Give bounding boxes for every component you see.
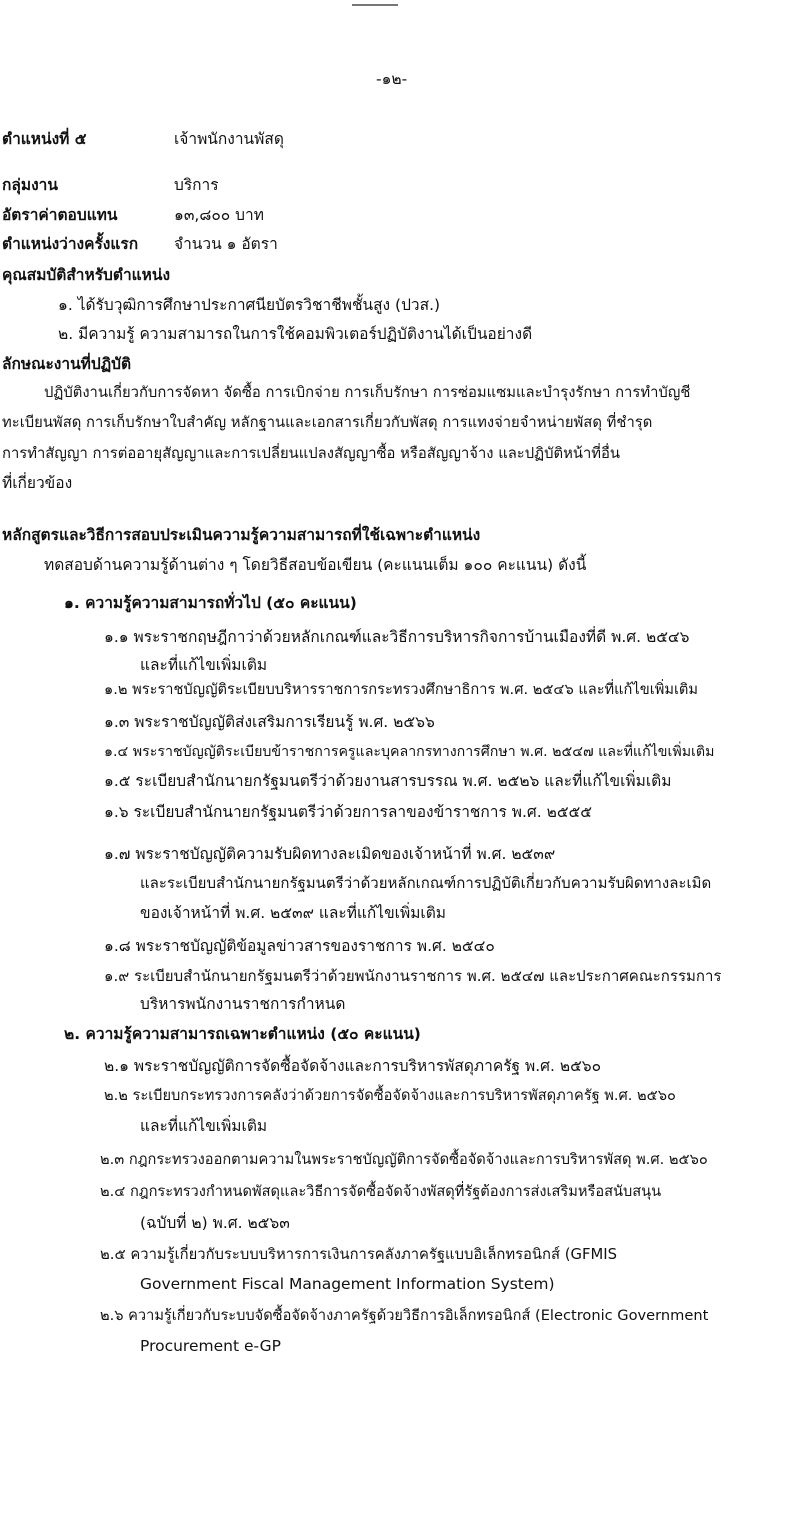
section2-line: ๒.๒ ระเบียบกระทรวงการคลังว่าด้วยการจัดซื้อจัดจ้างและการบริหารพัสดุภาครัฐ พ.ศ. ๒๕๖๐	[104, 1087, 676, 1104]
section2-line: และที่แก้ไขเพิ่มเติม	[140, 1117, 268, 1135]
section1-line: ของเจ้าหน้าที่ พ.ศ. ๒๕๓๙ และที่แก้ไขเพิ่มเติม	[140, 904, 446, 922]
top-scan-mark	[352, 0, 398, 6]
section1-line: ๑.๒ พระราชบัญญัติระเบียบบริหารราชการกระทรวงศึกษาธิการ พ.ศ. ๒๕๔๖ และที่แก้ไขเพิ่มเติม	[104, 681, 699, 698]
section2-title: ๒. ความรู้ความสามารถเฉพาะตำแหน่ง (๕๐ คะแนน)	[64, 1025, 421, 1043]
section1-line: ๑.๔ พระราชบัญญัติระเบียบข้าราชการครูและบุคลากรทางการศึกษา พ.ศ. ๒๕๔๗ และที่แก้ไขเพิ่มเติม	[104, 744, 715, 760]
section2-line: ๒.๕ ความรู้เกี่ยวกับระบบบริหารการเงินการคลังภาครัฐแบบอิเล็กทรอนิกส์ (GFMIS	[100, 1246, 618, 1263]
section1-line: ๑.๓ พระราชบัญญัติส่งเสริมการเรียนรู้ พ.ศ. ๒๕๖๖	[104, 713, 435, 731]
section1-line: และระเบียบสำนักนายกรัฐมนตรีว่าด้วยหลักเกณฑ์การปฏิบัติเกี่ยวกับความรับผิดทางละเมิด	[140, 874, 712, 892]
section1-title: ๑. ความรู้ความสามารถทั่วไป (๕๐ คะแนน)	[64, 594, 357, 612]
duties-heading: ลักษณะงานที่ปฏิบัติ	[2, 355, 132, 373]
duties-line: ปฏิบัติงานเกี่ยวกับการจัดหา จัดซื้อ การเบิกจ่าย การเก็บรักษา การซ่อมแซมและบำรุงรักษา การทำบัญชี	[44, 384, 691, 401]
group-value: บริการ	[174, 176, 219, 194]
position-label: ตำแหน่งที่ ๕	[2, 130, 87, 148]
section1-line: ๑.๕ ระเบียบสำนักนายกรัฐมนตรีว่าด้วยงานสารบรรณ พ.ศ. ๒๕๒๖ และที่แก้ไขเพิ่มเติม	[104, 772, 672, 790]
section2-line: ๒.๔ กฎกระทรวงกำหนดพัสดุและวิธีการจัดซื้อจัดจ้างพัสดุที่รัฐต้องการส่งเสริมหรือสนับสนุน	[100, 1183, 662, 1200]
section1-line: ๑.๘ พระราชบัญญัติข้อมูลข่าวสารของราชการ พ.ศ. ๒๕๔๐	[104, 937, 495, 955]
duties-line: ที่เกี่ยวข้อง	[2, 474, 73, 492]
section2-line: ๒.๑ พระราชบัญญัติการจัดซื้อจัดจ้างและการบริหารพัสดุภาครัฐ พ.ศ. ๒๕๖๐	[104, 1057, 602, 1075]
position-value: เจ้าพนักงานพัสดุ	[174, 130, 284, 148]
section1-line: ๑.๖ ระเบียบสำนักนายกรัฐมนตรีว่าด้วยการลาของข้าราชการ พ.ศ. ๒๕๕๕	[104, 803, 593, 821]
duties-line: ทะเบียนพัสดุ การเก็บรักษาใบสำคัญ หลักฐานและเอกสารเกี่ยวกับพัสดุ การแทงจ่ายจำหน่ายพัสดุ ที่ชำรุด	[2, 414, 653, 431]
vacancy-label: ตำแหน่งว่างครั้งแรก	[2, 235, 139, 253]
qualification-item: ๑. ได้รับวุฒิการศึกษาประกาศนียบัตรวิชาชีพชั้นสูง (ปวส.)	[58, 296, 441, 314]
exam-heading: หลักสูตรและวิธีการสอบประเมินความรู้ความสามารถที่ใช้เฉพาะตำแหน่ง	[2, 526, 481, 544]
section1-line: ๑.๙ ระเบียบสำนักนายกรัฐมนตรีว่าด้วยพนักงานราชการ พ.ศ. ๒๕๔๗ และประกาศคณะกรรมการ	[104, 967, 722, 985]
salary-value: ๑๓,๘๐๐ บาท	[174, 206, 264, 224]
section1-line: และที่แก้ไขเพิ่มเติม	[140, 656, 268, 674]
duties-line: การทำสัญญา การต่ออายุสัญญาและการเปลี่ยนแปลงสัญญาซื้อ หรือสัญญาจ้าง และปฏิบัติหน้าที่อื่น	[2, 445, 621, 462]
qualification-item: ๒. มีความรู้ ความสามารถในการใช้คอมพิวเตอร์ปฏิบัติงานได้เป็นอย่างดี	[58, 325, 533, 343]
exam-intro: ทดสอบด้านความรู้ด้านต่าง ๆ โดยวิธีสอบข้อเขียน (คะแนนเต็ม ๑๐๐ คะแนน) ดังนี้	[44, 556, 587, 574]
salary-label: อัตราค่าตอบแทน	[2, 206, 118, 224]
section2-line: Government Fiscal Management Information System)	[140, 1275, 555, 1293]
section2-line: Procurement e-GP	[140, 1337, 282, 1355]
page-number: -๑๒-	[376, 70, 408, 88]
section1-line: ๑.๗ พระราชบัญญัติความรับผิดทางละเมิดของเจ้าหน้าที่ พ.ศ. ๒๕๓๙	[104, 845, 556, 863]
qualifications-heading: คุณสมบัติสำหรับตำแหน่ง	[2, 266, 171, 284]
section2-line: (ฉบับที่ ๒) พ.ศ. ๒๕๖๓	[140, 1214, 290, 1232]
section2-line: ๒.๖ ความรู้เกี่ยวกับระบบจัดซื้อจัดจ้างภาครัฐด้วยวิธีการอิเล็กทรอนิกส์ (Electronic Government	[100, 1307, 709, 1324]
section2-line: ๒.๓ กฎกระทรวงออกตามความในพระราชบัญญัติการจัดซื้อจัดจ้างและการบริหารพัสดุ พ.ศ. ๒๕๖๐	[100, 1151, 708, 1168]
section1-line: บริหารพนักงานราชการกำหนด	[140, 995, 346, 1013]
group-label: กลุ่มงาน	[2, 176, 58, 194]
section1-line: ๑.๑ พระราชกฤษฎีกาว่าด้วยหลักเกณฑ์และวิธีการบริหารกิจการบ้านเมืองที่ดี พ.ศ. ๒๕๔๖	[104, 628, 690, 646]
vacancy-value: จำนวน ๑ อัตรา	[174, 235, 278, 253]
